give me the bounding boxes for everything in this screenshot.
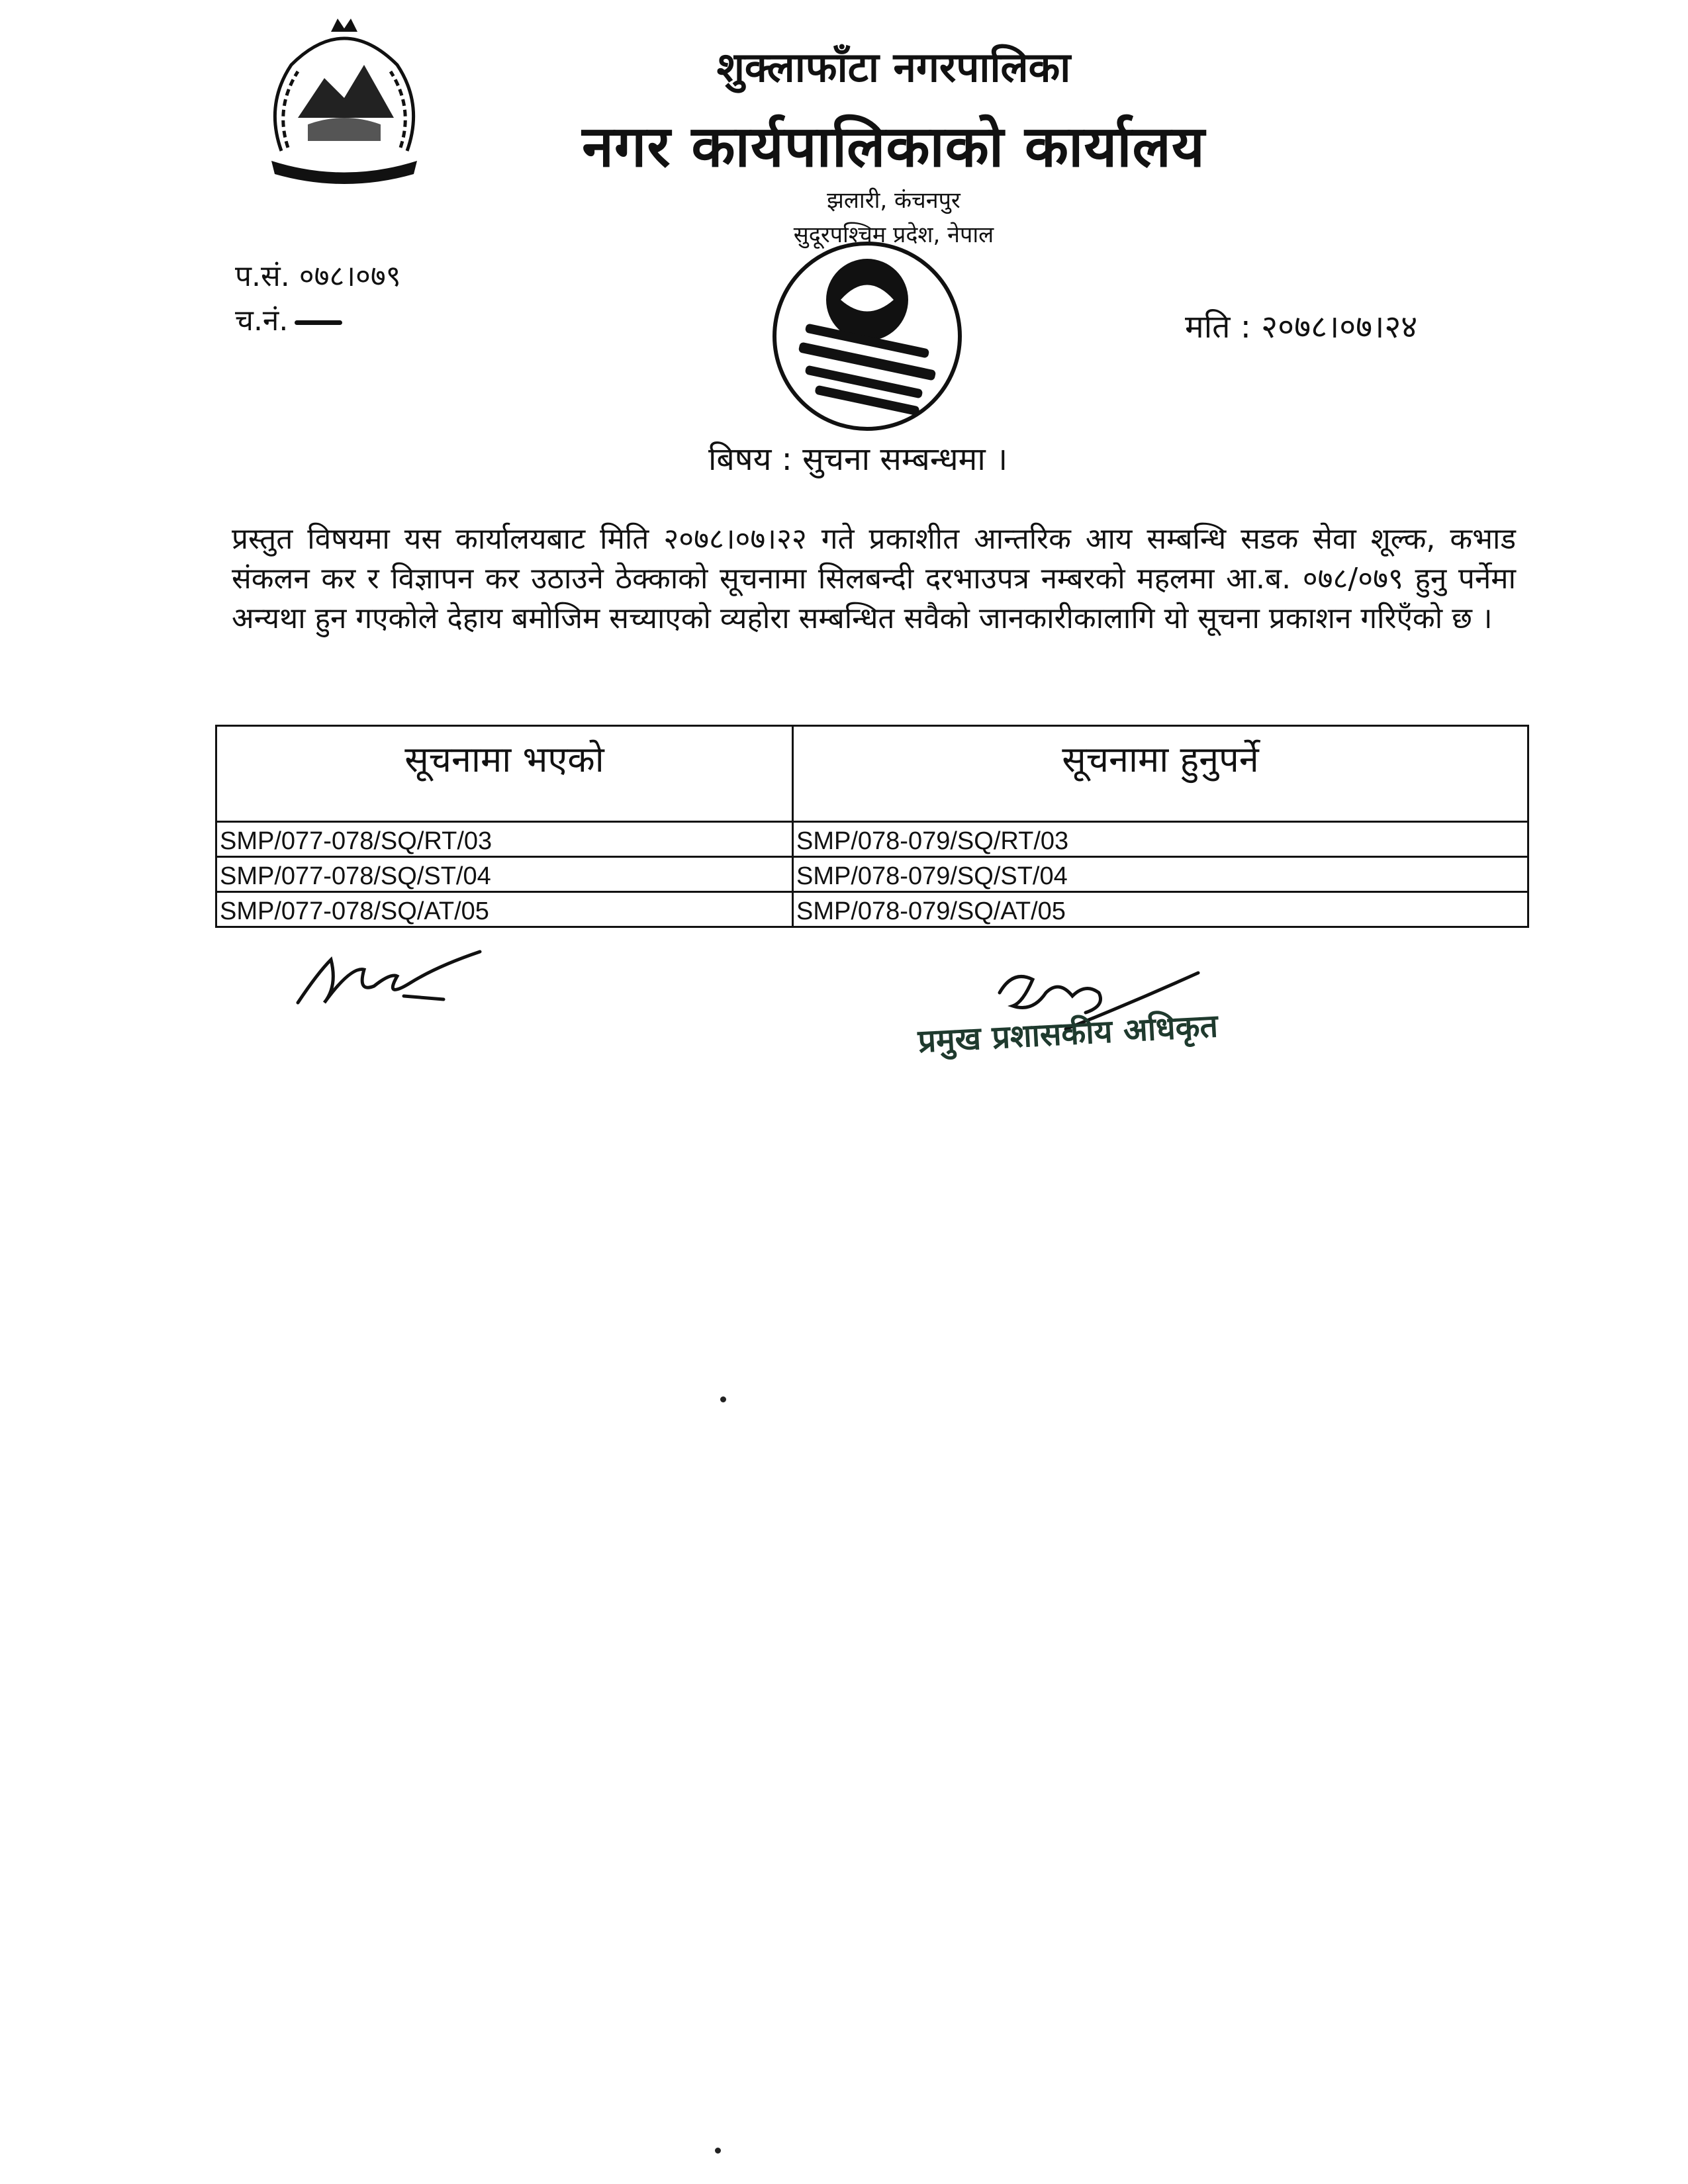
office-name: नगर कार्यपालिकाको कार्यालय (582, 114, 1205, 180)
dispatch-number (235, 299, 342, 339)
address-line-2: सुदूरपश्चिम प्रदेश, नेपाल (793, 222, 994, 248)
office-round-stamp-icon (741, 237, 993, 435)
correction-table (215, 725, 1529, 928)
scan-speck (720, 1396, 726, 1402)
corrected-tender-number: SMP/078-079/SQ/AT/05 (793, 892, 1528, 927)
published-tender-number: SMP/077-078/SQ/AT/05 (216, 892, 793, 927)
signature-left-icon (291, 946, 483, 1013)
dispatch-number-label: च.नं. (235, 304, 289, 338)
table-header-row (216, 726, 1528, 822)
nepal-emblem-icon (245, 19, 444, 191)
municipality-name: शुक्लाफाँटा नगरपालिका (716, 43, 1071, 91)
scan-speck (715, 2148, 721, 2154)
table-row (216, 892, 1528, 927)
corrected-tender-number: SMP/078-079/SQ/ST/04 (793, 857, 1528, 892)
published-tender-number: SMP/077-078/SQ/RT/03 (216, 822, 793, 857)
table-row (216, 857, 1528, 892)
officer-title-stamp: प्रमुख प्रशासकीय अधिकृत (917, 1007, 1219, 1060)
address-line-1: झलारी, कंचनपुर (827, 187, 961, 214)
letter-date: मति : २०७८।०७।२४ (1185, 308, 1418, 345)
letter-body: प्रस्तुत विषयमा यस कार्यालयबाट मिति २०७८।०७।२२ गते प्रकाशीत आन्तरिक आय सम्बन्धि सडक सेवा शूल्क, कभाड संकलन कर र विज्ञापन कर उठाउने ठेक्काको सूचनामा सिलबन्दी दरभाउपत्र नम्बरको महलमा आ.ब. ०७८/०७९ हुनु पर्नेमा अन्यथा हुन गएकोले देहाय बमोजिम सच्याएको व्यहोरा सम्बन्धित सवैको जानकारीकालागि यो सूचना प्रकाशन गरिएँको छ । (232, 522, 1516, 635)
column-header-published: सूचनामा भएको (216, 726, 793, 822)
table-row (216, 822, 1528, 857)
dispatch-number-dash (295, 320, 342, 325)
reference-number: प.सं. ०७८।०७९ (235, 259, 401, 293)
corrected-tender-number: SMP/078-079/SQ/RT/03 (793, 822, 1528, 857)
published-tender-number: SMP/077-078/SQ/ST/04 (216, 857, 793, 892)
column-header-corrected: सूचनामा हुनुपर्ने (793, 726, 1528, 822)
letter-subject: बिषय : सुचना सम्बन्धमा । (708, 441, 1008, 478)
